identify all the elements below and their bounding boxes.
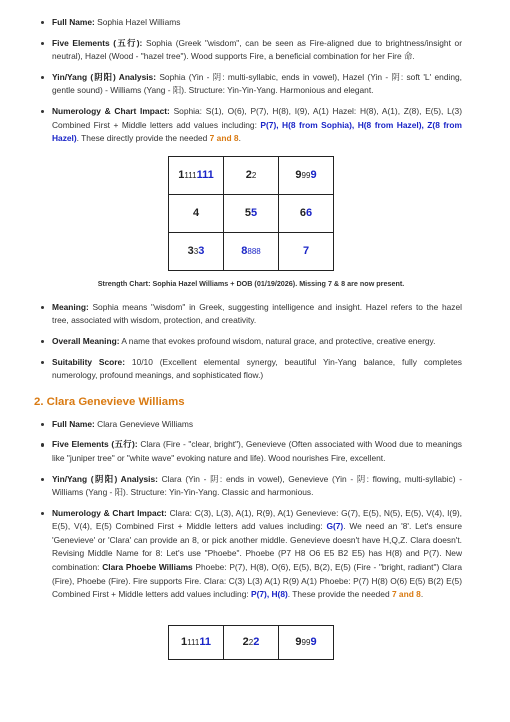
- grid-cell: [279, 625, 334, 659]
- cell-added: 9: [310, 636, 317, 649]
- numerology-label: Numerology & Chart Impact:: [52, 507, 167, 518]
- and-word: and: [396, 589, 417, 600]
- cell-added: 3: [198, 245, 205, 258]
- number-eight: 8: [416, 589, 421, 600]
- numerology-highlight: G(7): [326, 521, 344, 532]
- cell-base: 9: [295, 636, 302, 649]
- yin-yang-label: Yin/Yang (阴阳) Analysis:: [52, 473, 158, 484]
- five-elements-text: Clara (Fire - "clear, bright"), Genevieve (Often associated with Wood due to meanings like "juniper tree" or "white wave" evoking nature and life). Wood nourishes Fire, excellent.: [52, 439, 462, 463]
- meaning-text: Sophia means "wisdom" in Greek, suggesting intelligence and insight. Hazel refers to the hazel tree, associated with wisdom, protection, and creativity.: [52, 301, 462, 326]
- cell-base: 1: [178, 169, 185, 182]
- full-name-label: Full Name:: [52, 418, 95, 429]
- numerology-text-4: . These provide the needed: [287, 589, 392, 600]
- full-name-item: [40, 16, 462, 30]
- numerology-end: .: [420, 589, 424, 600]
- cell-small: 111: [184, 171, 197, 181]
- cell-small: 3: [193, 247, 199, 257]
- cell-base: 2: [242, 636, 249, 649]
- numerology-highlight-2: P(7), H(8): [251, 589, 288, 600]
- cell-added: 2: [253, 636, 260, 649]
- grid-cell: [224, 625, 279, 659]
- suitability-label: Suitability Score:: [52, 356, 125, 367]
- cell-added-small: 888: [247, 247, 261, 257]
- numerology-text-2: . We need an '8'. Let's ensure 'Genevieve' or 'Clara' can provide an 8, or pick another middle. Genevieve doesn't have H,Q,Z. Clara doesn't. Revising Middle Name for 8: Let's use "Phoebe". Phoebe (P7 H8 O6 E5 B2 E5) has H(8) and P(7). New combination:: [52, 521, 462, 573]
- grid-cell: [169, 156, 224, 194]
- cell-added: 6: [306, 207, 313, 220]
- grid-row: [169, 194, 334, 232]
- cell-small: 111: [187, 638, 200, 648]
- section-heading: 2. Clara Genevieve Williams: [34, 395, 185, 408]
- suitability-text: 10/10 (Excellent elemental synergy, beautiful Yin-Yang balance, fully completes numerology, profound meanings, and sophisticated flow.): [52, 356, 462, 381]
- sophia-strength-grid: [168, 156, 334, 271]
- meaning-item: [40, 301, 462, 328]
- meaning-label: Meaning:: [52, 301, 89, 312]
- grid-cell: [224, 156, 279, 194]
- suitability-item: [40, 356, 462, 383]
- cell-small: 99: [301, 171, 311, 181]
- numerology-text: Clara: C(3), L(3), A(1), R(9), A(1) Genevieve: G(7), E(5), N(5), E(5), V(4), I(9), E(5), V(4), E(5) Combined First + Middle letters add values including:: [52, 507, 462, 532]
- cell-base: 5: [244, 207, 251, 220]
- cell-base: 3: [187, 245, 194, 258]
- numerology-item: [40, 507, 462, 602]
- numerology-highlight: P(7), H(8 from Sophia), H(8 from Hazel), Z(8 from Hazel): [52, 119, 462, 144]
- grid-row: [169, 156, 334, 194]
- numerology-label: Numerology & Chart Impact:: [52, 105, 170, 116]
- five-elements-label: Five Elements (五行):: [52, 37, 143, 48]
- sophia-details-list: [40, 16, 462, 146]
- yin-yang-item: [40, 473, 462, 500]
- cell-added: 8: [241, 245, 248, 258]
- grid-cell: [224, 194, 279, 232]
- cell-added: 7: [302, 245, 310, 258]
- grid-cell: [169, 194, 224, 232]
- cell-small: 2: [251, 171, 257, 181]
- number-seven: 7: [391, 589, 397, 600]
- grid-cell: [279, 232, 334, 270]
- full-name-text: Sophia Hazel Williams: [94, 17, 181, 27]
- cell-base: 6: [299, 207, 306, 220]
- number-eight: 8: [233, 133, 239, 144]
- grid-row: [169, 232, 334, 270]
- yin-yang-label: Yin/Yang (阴阳) Analysis:: [52, 71, 157, 82]
- numerology-item: [40, 105, 462, 146]
- overall-meaning-item: [40, 335, 462, 349]
- grid-cell: [279, 156, 334, 194]
- yin-yang-item: [40, 71, 462, 98]
- cell-base: 1: [181, 636, 188, 649]
- overall-meaning-label: Overall Meaning:: [52, 335, 120, 346]
- full-name-text: Clara Genevieve Williams: [94, 418, 194, 429]
- numerology-end: .: [238, 133, 241, 144]
- five-elements-text: Sophia (Greek "wisdom", can be seen as Fire-aligned due to brightness/insight or neutral), Hazel (Wood - "hazel tree"). Wood supports Fire, a beneficial combination for her Fire 命.: [52, 37, 462, 62]
- cell-added: 9: [310, 169, 317, 182]
- cell-small: 99: [301, 638, 311, 648]
- clara-strength-grid: [168, 625, 334, 660]
- cell-added: 11: [199, 636, 211, 649]
- grid-cell: [279, 194, 334, 232]
- five-elements-item: [40, 37, 462, 64]
- overall-meaning-text: A name that evokes profound wisdom, natural grace, and protective, creative energy.: [119, 335, 436, 346]
- and-word: and: [214, 133, 234, 144]
- grid-row: [169, 625, 334, 659]
- cell-added: 5: [251, 207, 258, 220]
- full-name-item: [40, 418, 462, 432]
- new-combination-name: Clara Phoebe Williams: [102, 562, 193, 573]
- five-elements-item: [40, 438, 462, 465]
- cell-base: 4: [192, 207, 200, 220]
- grid-cell: [169, 625, 224, 659]
- cell-added: 111: [196, 169, 214, 182]
- chart-caption: Strength Chart: Sophia Hazel Williams + DOB (01/19/2026). Missing 7 & 8 are now present.: [97, 278, 405, 288]
- five-elements-label: Five Elements (五行):: [52, 439, 138, 450]
- clara-details-list: [40, 418, 462, 602]
- sophia-meaning-list: [40, 301, 462, 383]
- cell-base: 2: [245, 169, 252, 182]
- yin-yang-text: Sophia (Yin - 阴: multi-syllabic, ends in vowel), Hazel (Yin - 阴: soft 'L' ending, gentle sound) - Williams (Yang - 阳). Structure: Yin-Yin-Yang. Harmonious and elegant.: [52, 71, 462, 96]
- grid-cell: [224, 232, 279, 270]
- cell-base: 9: [295, 169, 302, 182]
- yin-yang-text: Clara (Yin - 阴: ends in vowel), Genevieve (Yin - 阴: flowing, multi-syllabic) - Williams (Yang - 阳). Structure: Yin-Yin-Yang. Classic and harmonious.: [52, 473, 462, 498]
- numerology-text-3: Phoebe: P(7), H(8), O(6), E(5), B(2), E(5) (Fire - "bright, radiant") Clara (Fire), Phoebe (Fire). Fire supports Fire. Clara: C(3) L(3) A(1) R(9) A(1) Phoebe: P(7) H(8) O(6) E(5) B(2) E(5) Combined First + Middle letters add values including:: [52, 562, 462, 600]
- numerology-text: Sophia: S(1), O(6), P(7), H(8), I(9), A(1) Hazel: H(8), A(1), Z(8), E(5), L(3) Combined First + Middle letters add values including:: [52, 105, 462, 130]
- full-name-label: Full Name:: [52, 17, 95, 27]
- grid-cell: [169, 232, 224, 270]
- number-seven: 7: [209, 133, 215, 144]
- cell-small: 2: [248, 638, 254, 648]
- numerology-text-2: . These directly provide the needed: [76, 133, 210, 144]
